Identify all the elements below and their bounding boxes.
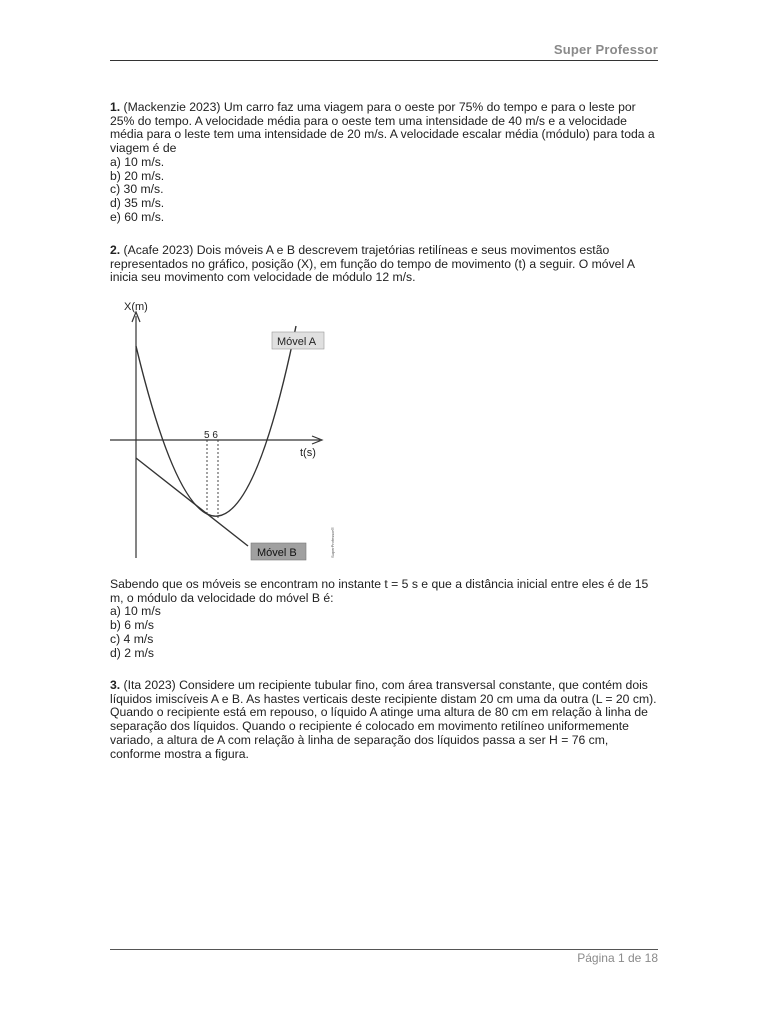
page-header-title: Super Professor — [553, 42, 658, 57]
question-1-option-c: c) 30 m/s. — [110, 182, 164, 197]
question-2-number: 2. — [110, 243, 121, 257]
label-movel-a: Móvel A — [277, 336, 317, 348]
position-time-graph — [110, 296, 340, 564]
x-axis-label: t(s) — [300, 447, 316, 459]
footer-divider — [110, 949, 658, 950]
question-3-text: (Ita 2023) Considere um recipiente tubular fino, com área transversal constante, que contém dois líquidos imiscíveis A e B. As hastes verticais deste recipiente distam 20 cm uma da outra (L = 20 cm). Quando o recipiente está em repouso, o líquido A atinge uma altura de 80 cm em relação à linha de separação dos líquidos. Quando o recipiente é colocado em movimento retilíneo uniformemente variado, a altura de A com relação à linha de separação dos líquidos passa a ser H = 76 cm, conforme mostra a figura. — [110, 678, 657, 761]
question-3-number: 3. — [110, 678, 121, 692]
question-1 — [110, 101, 662, 224]
question-2-option-c: c) 4 m/s — [110, 631, 154, 646]
question-2-followup — [110, 578, 662, 660]
question-1-option-a: a) 10 m/s. — [110, 154, 165, 169]
question-1-number: 1. — [110, 100, 121, 114]
question-2 — [110, 244, 662, 285]
page-number: Página 1 de 18 — [577, 951, 658, 965]
question-1-option-e: e) 60 m/s. — [110, 209, 165, 224]
figure-watermark: SuperProfessor® — [330, 527, 335, 558]
question-2-text: (Acafe 2023) Dois móveis A e B descrevem trajetórias retilíneas e seus movimentos estão representados no gráfico, posição (X), em função do tempo de movimento (t) a seguir. O móvel A inicia seu movimento com velocidade de módulo 12 m/s. — [110, 243, 635, 285]
question-3 — [110, 679, 662, 761]
tick-labels: 5 6 — [204, 430, 218, 441]
question-2-followup-text: Sabendo que os móveis se encontram no instante t = 5 s e que a distância inicial entre eles é de 15 m, o módulo da velocidade do móvel B é: — [110, 577, 649, 605]
label-movel-b: Móvel B — [257, 547, 297, 559]
y-axis-label: X(m) — [124, 301, 148, 313]
header-divider — [110, 60, 658, 61]
question-1-option-d: d) 35 m/s. — [110, 195, 165, 210]
question-2-option-b: b) 6 m/s — [110, 618, 155, 633]
question-1-option-b: b) 20 m/s. — [110, 168, 165, 183]
question-2-option-d: d) 2 m/s — [110, 645, 155, 660]
question-2-option-a: a) 10 m/s — [110, 604, 161, 619]
question-1-text: (Mackenzie 2023) Um carro faz uma viagem para o oeste por 75% do tempo e para o leste por 25% do tempo. A velocidade média para o oeste tem uma intensidade de 40 m/s e a velocidade média para o leste tem uma intensidade de 20 m/s. A velocidade escalar média (módulo) para toda a viagem é de — [110, 100, 655, 156]
